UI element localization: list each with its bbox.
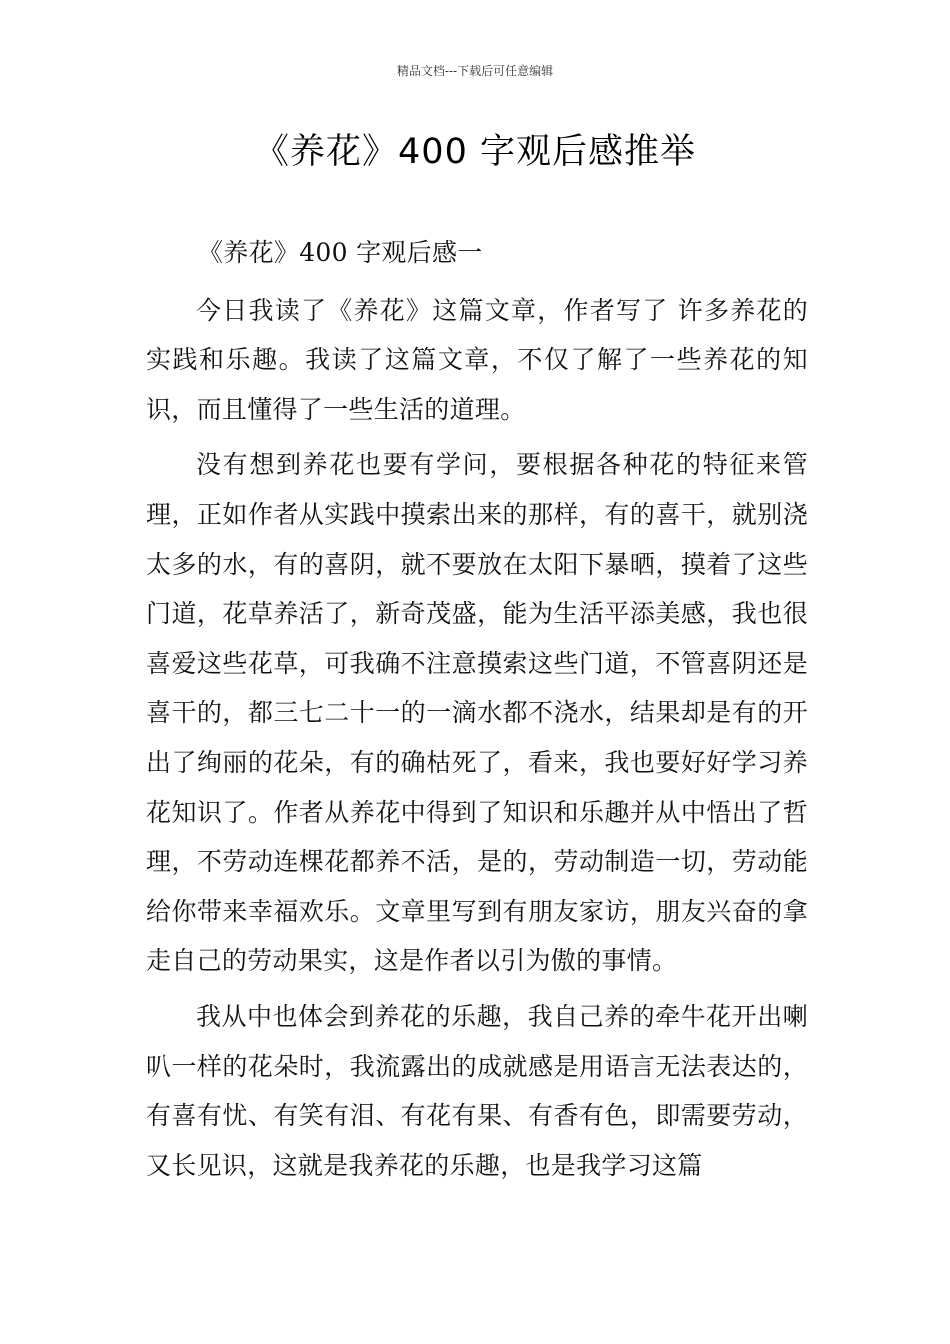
document-body [146,228,808,1190]
paragraph-2: 没有想到养花也要有学问，要根据各种花的特征来管理，正如作者从实践中摸索出来的那样，有的喜干，就别浇太多的水，有的喜阴，就不要放在太阳下暴晒，摸着了这些门道，花草养活了，新奇茂盛，能为生活平添美感，我也很喜爱这些花草，可我确不注意摸索这些门道，不管喜阴还是喜干的，都三七二十一的一滴水都不浇水，结果却是有的开出了绚丽的花朵，有的确枯死了，看来，我也要好好学习养花知识了。作者从养花中得到了知识和乐趣并从中悟出了哲理，不劳动连棵花都养不活，是的，劳动制造一切，劳动能给你带来幸福欢乐。文章里写到有朋友家访，朋友兴奋的拿走自己的劳动果实，这是作者以引为傲的事情。 [146,450,808,976]
paragraph-1: 今日我读了《养花》这篇文章，作者写了 许多养花的实践和乐趣。我读了这篇文章，不仅了解了一些养花的知识，而且懂得了一些生活的道理。 [146,295,808,424]
section-subtitle: 《养花》400 字观后感一 [198,238,483,267]
header-note: 精品文档---下载后可任意编辑 [396,64,554,78]
document-title: 《养花》400 字观后感推举 [254,132,696,172]
paragraph-3: 我从中也体会到养花的乐趣，我自己养的牵牛花开出喇叭一样的花朵时，我流露出的成就感是用语言无法表达的，有喜有忧、有笑有泪、有花有果、有香有色，即需要劳动，又长见识，这就是我养花的乐趣，也是我学习这篇 [146,1001,808,1180]
